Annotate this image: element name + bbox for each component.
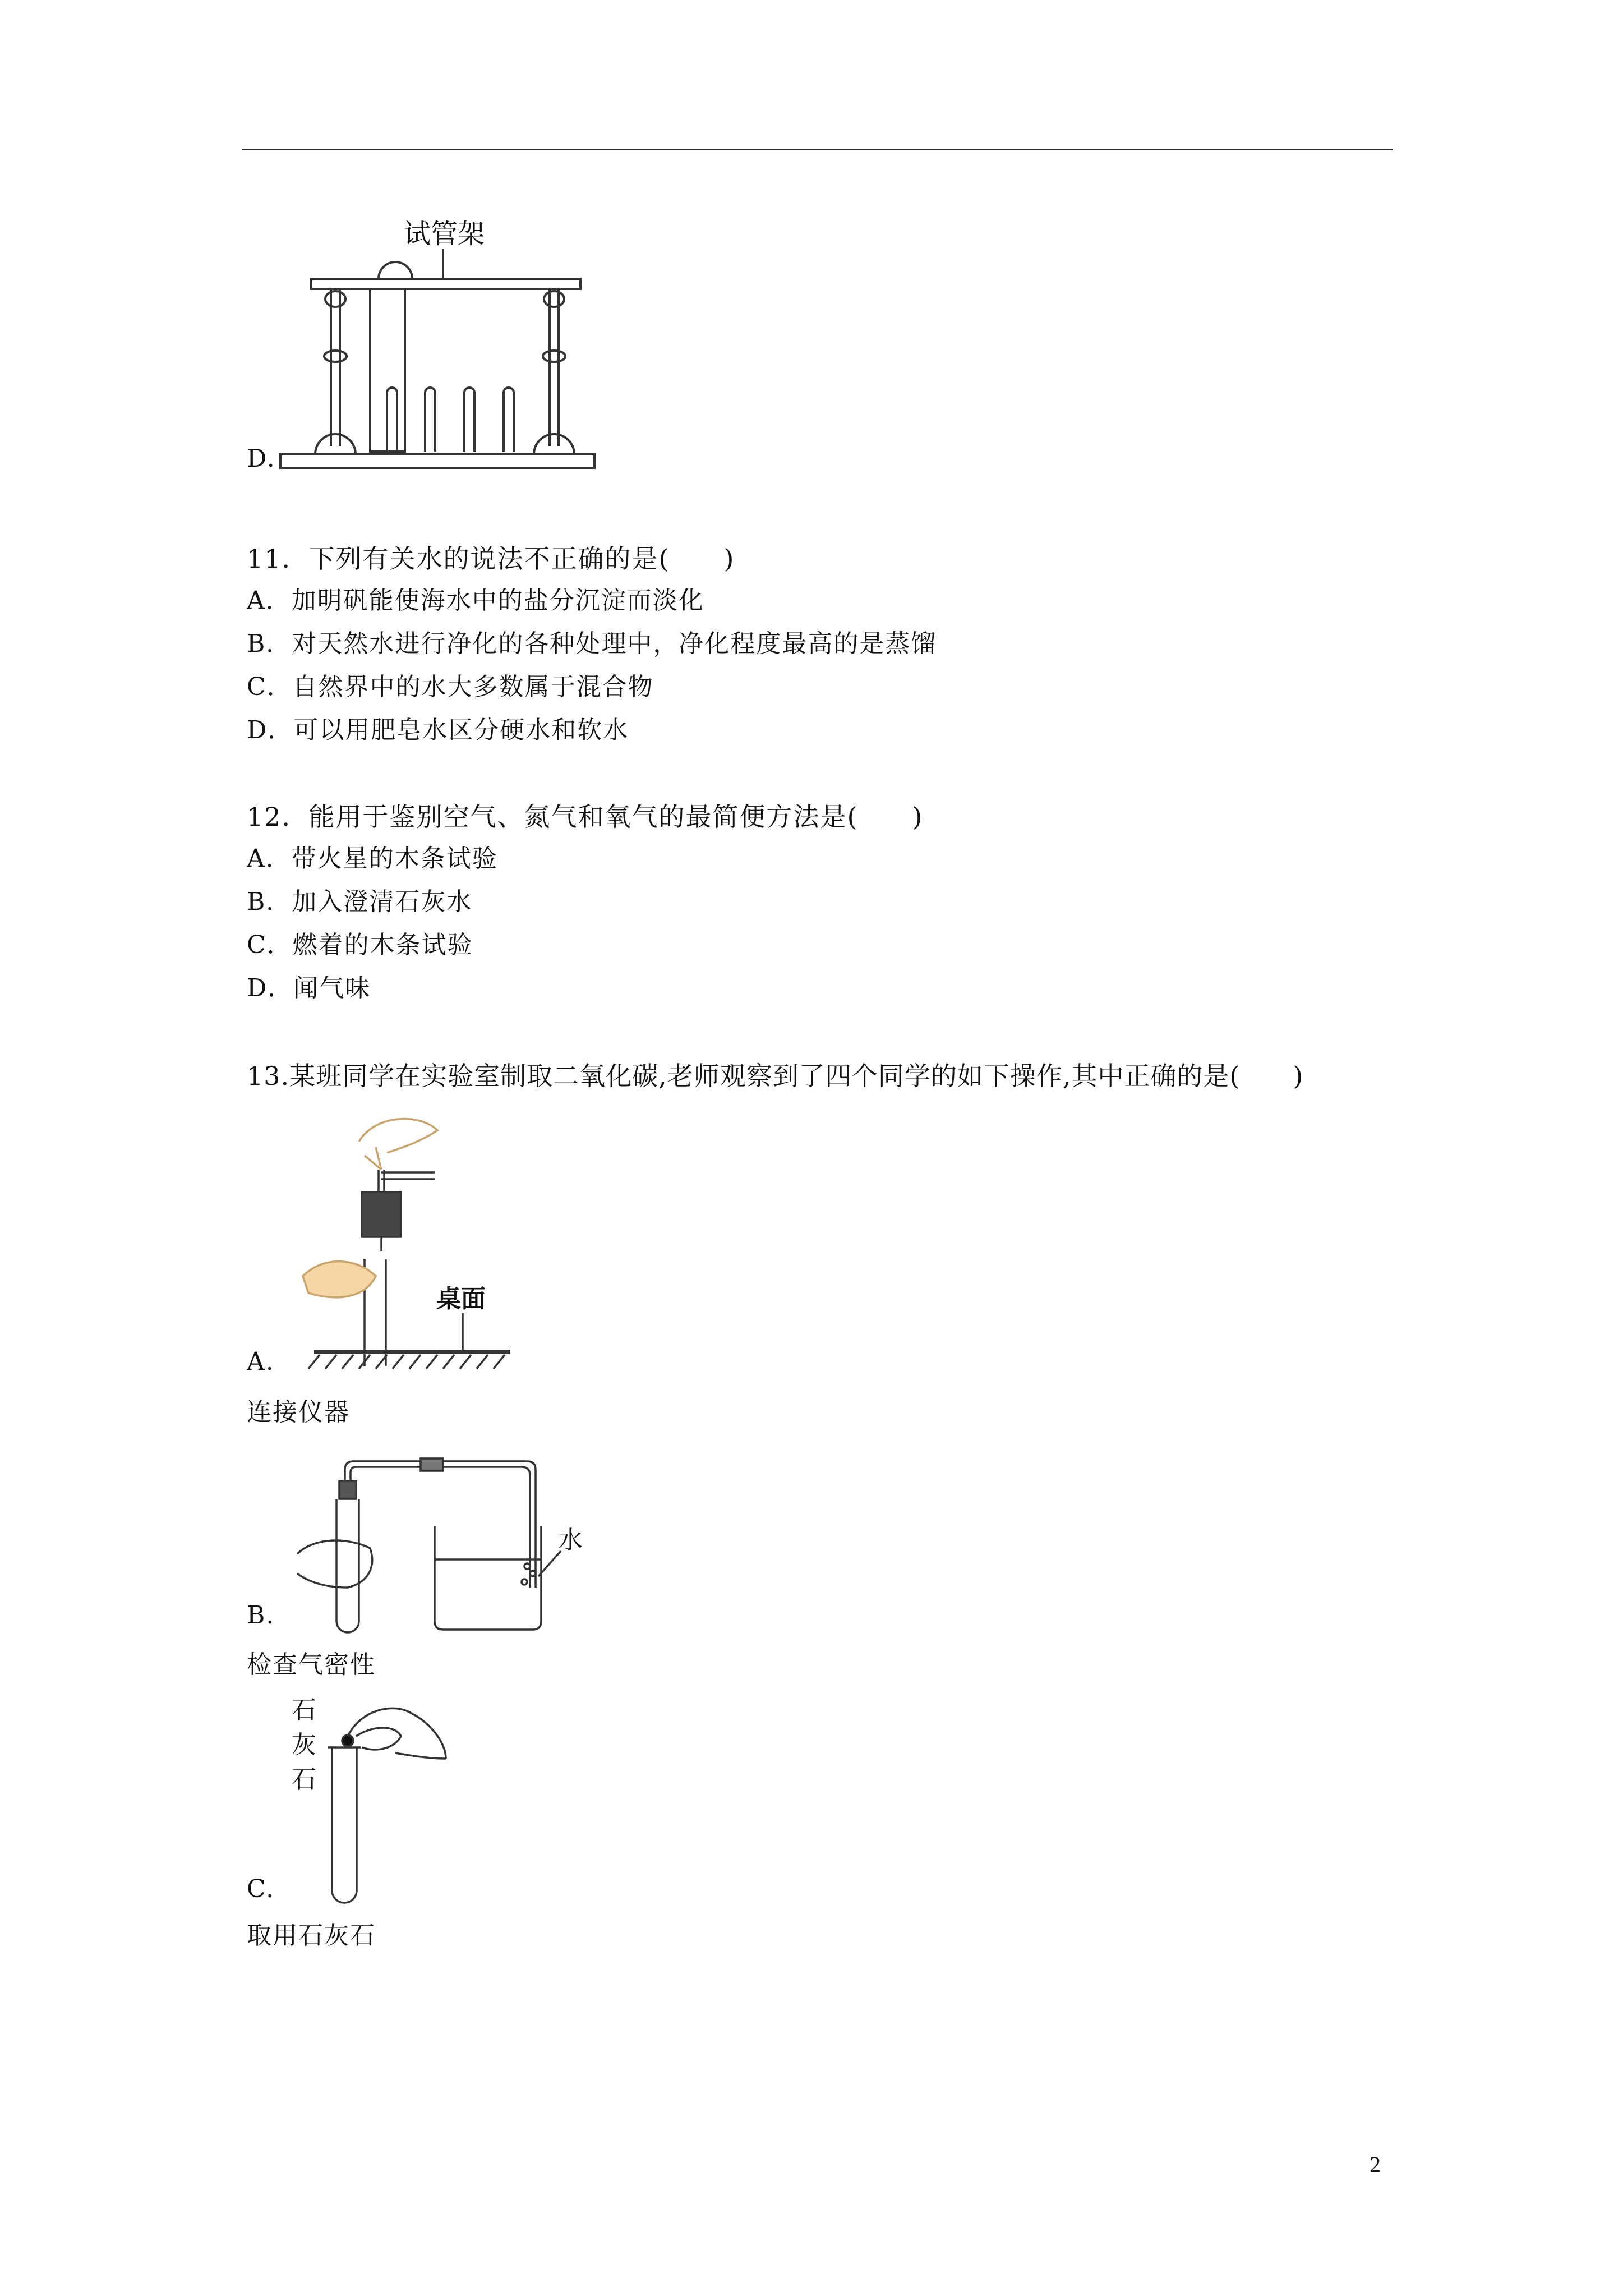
q13-option-c-caption: 取用石灰石 [247, 1921, 376, 1950]
figure-a-label: 桌面 [436, 1285, 486, 1313]
q13-option-c-letter: C. [247, 1875, 275, 1903]
page-number: 2 [1370, 2152, 1381, 2177]
q13-stem: 13.某班同学在实验室制取二氧化碳,老师观察到了四个同学的如下操作,其中正确的是( ) [247, 1061, 1304, 1091]
q11-option-c: C．自然界中的水大多数属于混合物 [247, 673, 654, 701]
q13-option-b-caption: 检查气密性 [247, 1650, 376, 1679]
figure-b-label: 水 [558, 1526, 583, 1554]
header-rule [242, 149, 1393, 150]
q11-option-d: D．可以用肥皂水区分硬水和软水 [247, 716, 629, 744]
q12-option-d: D．闻气味 [247, 974, 371, 1002]
q11-option-a: A．加明矾能使海水中的盐分沉淀而淡化 [247, 586, 704, 615]
q13-option-a-caption: 连接仪器 [247, 1398, 350, 1427]
figure-c-label-3: 石 [292, 1765, 316, 1794]
q11-stem: 11．下列有关水的说法不正确的是( ) [247, 544, 735, 574]
figure-c-label-2: 灰 [292, 1731, 316, 1759]
q12-option-c: C．燃着的木条试验 [247, 931, 473, 959]
figure-b-airtightness-check [292, 1447, 583, 1638]
q13-option-b-letter: B. [247, 1601, 275, 1630]
figure-c-label-1: 石 [292, 1696, 316, 1724]
q11-option-b: B．对天然水进行净化的各种处理中，净化程度最高的是蒸馏 [247, 629, 937, 658]
figure-c-take-limestone [283, 1691, 519, 1904]
prev-option-d: D. [247, 444, 276, 473]
q12-option-b: B．加入澄清石灰水 [247, 887, 473, 916]
rack-label: 试管架 [404, 218, 485, 250]
q13-option-a-letter: A. [247, 1347, 275, 1376]
q12-option-a: A．带火星的木条试验 [247, 844, 498, 873]
q12-stem: 12．能用于鉴别空气、氮气和氧气的最简便方法是( ) [247, 802, 924, 832]
figure-a-connect-apparatus [292, 1108, 527, 1366]
test-tube-rack-figure [280, 210, 628, 474]
